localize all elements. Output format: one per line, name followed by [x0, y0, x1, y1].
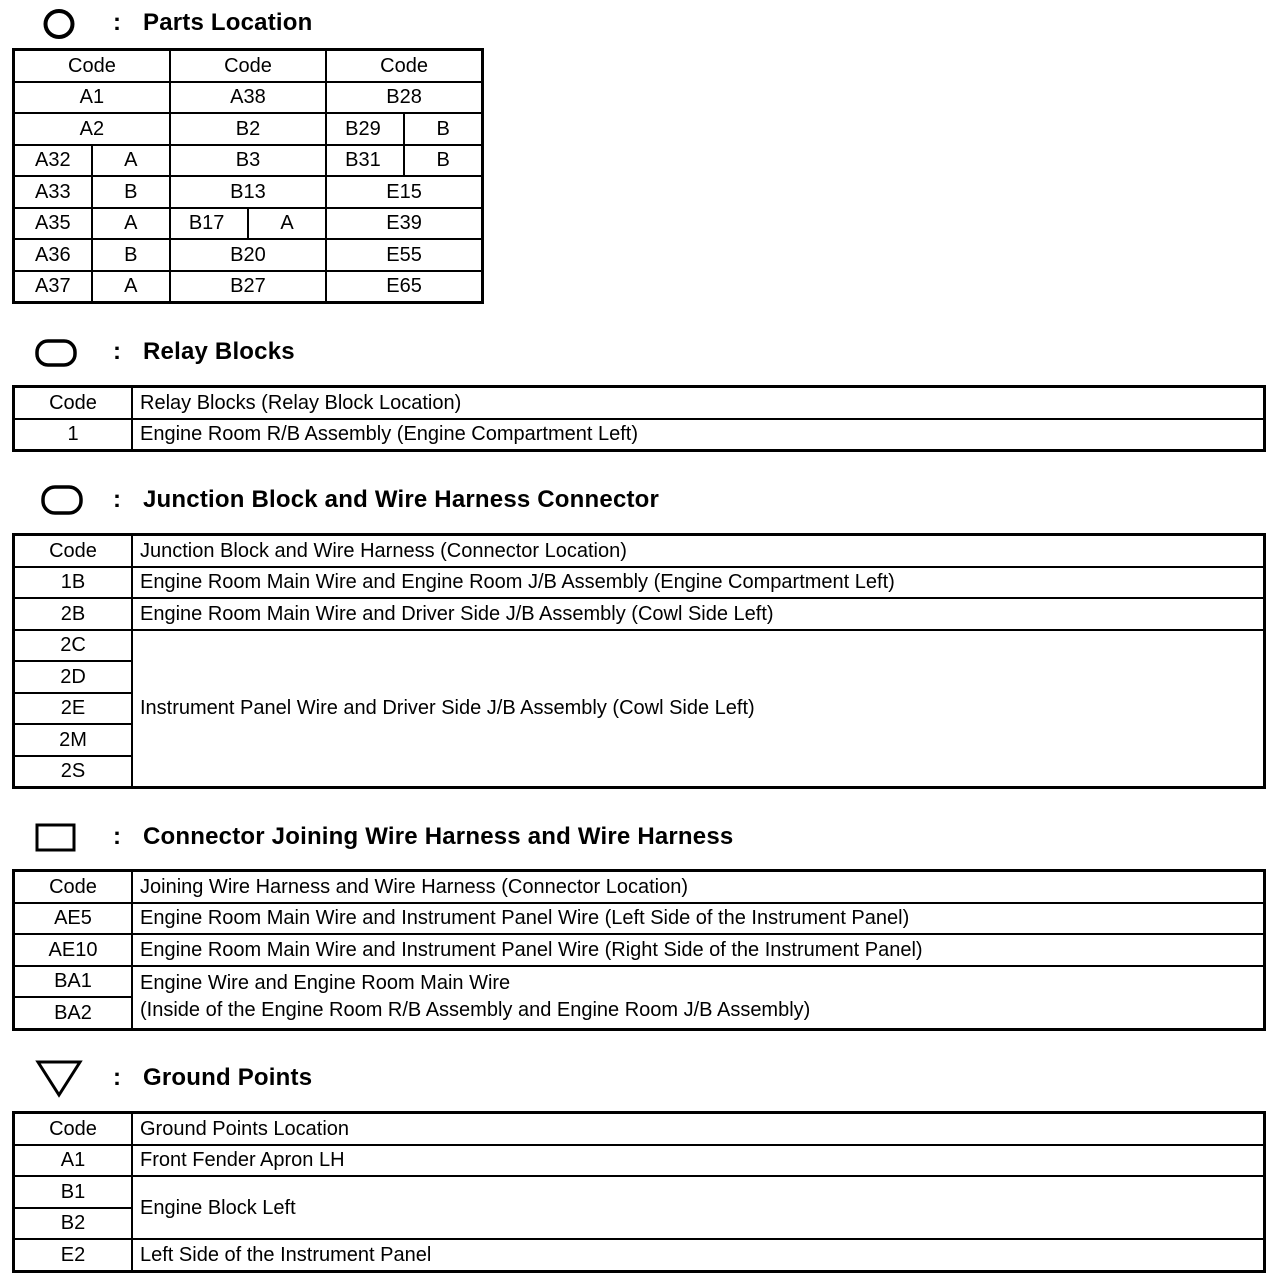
code-cell: B13 [170, 176, 326, 208]
connector-letter-cell: B [92, 176, 170, 208]
code-cell: 1B [14, 567, 133, 599]
code-cell: A36 [14, 239, 92, 271]
code-cell: E55 [326, 239, 482, 271]
code-header-cell: Code [14, 871, 133, 903]
code-cell: A33 [14, 176, 92, 208]
table-row [14, 113, 483, 145]
table-header-row [14, 1113, 1265, 1145]
code-cell: 2C [14, 630, 133, 662]
code-cell: E65 [326, 271, 482, 303]
table-header-row [14, 535, 1265, 567]
code-cell: 1 [14, 419, 133, 451]
rounded-box-symbol-icon [40, 484, 86, 518]
location-line: Engine Wire and Engine Room Main Wire [140, 972, 511, 994]
code-cell: B2 [170, 113, 326, 145]
parts-location-title: Parts Location [143, 9, 313, 36]
code-cell: A38 [170, 82, 326, 114]
table-row [14, 208, 483, 240]
code-cell: B1 [14, 1176, 133, 1208]
code-cell: A37 [14, 271, 92, 303]
connector-letter-cell: A [92, 271, 170, 303]
code-cell: B3 [170, 145, 326, 177]
circle-symbol-icon [42, 8, 76, 40]
table-row [14, 567, 1265, 599]
header-cell: Code [326, 50, 482, 82]
table-row [14, 630, 1265, 662]
connector-letter-cell: A [92, 208, 170, 240]
code-cell: B20 [170, 239, 326, 271]
table-header-row [14, 50, 483, 82]
code-cell: 2S [14, 756, 133, 788]
location-cell: Front Fender Apron LH [132, 1145, 1265, 1177]
table-row [14, 903, 1265, 935]
location-cell: Left Side of the Instrument Panel [132, 1239, 1265, 1271]
table-row [14, 145, 483, 177]
code-cell: E2 [14, 1239, 133, 1271]
rounded-rectangle-symbol-icon [34, 338, 78, 368]
ground-colon: : [113, 1064, 121, 1091]
table-row [14, 934, 1265, 966]
table-row [14, 419, 1265, 451]
code-header-cell: Code [14, 535, 133, 567]
connector-joining-title: Connector Joining Wire Harness and Wire Harness [143, 823, 734, 850]
junction-block-table [12, 533, 1266, 789]
code-cell: E15 [326, 176, 482, 208]
header-cell: Code [14, 50, 170, 82]
junction-block-title: Junction Block and Wire Harness Connector [143, 486, 660, 513]
location-header-cell: Junction Block and Wire Harness (Connector Location) [132, 535, 1265, 567]
location-header-cell: Joining Wire Harness and Wire Harness (Connector Location) [132, 871, 1265, 903]
table-row [14, 176, 483, 208]
table-header-row [14, 387, 1265, 419]
code-cell: AE5 [14, 903, 133, 935]
junction-colon: : [113, 486, 121, 513]
relay-blocks-table [12, 385, 1266, 452]
location-cell: Engine Room Main Wire and Engine Room J/B Assembly (Engine Compartment Left) [132, 567, 1265, 599]
code-cell: A1 [14, 1145, 133, 1177]
table-row [14, 1176, 1265, 1208]
square-symbol-icon [34, 822, 78, 854]
code-cell: A2 [14, 113, 170, 145]
code-cell: 2M [14, 724, 133, 756]
table-row [14, 239, 483, 271]
code-cell: 2E [14, 693, 133, 725]
table-row [14, 1239, 1265, 1271]
code-cell: B17 [170, 208, 248, 240]
connector-letter-cell: B [404, 145, 482, 177]
code-cell: E39 [326, 208, 482, 240]
code-cell: B29 [326, 113, 404, 145]
location-cell: Engine Block Left [132, 1176, 1265, 1239]
connector-joining-table [12, 869, 1266, 1031]
ground-points-heading [0, 1058, 1280, 1098]
location-cell: Engine Room Main Wire and Driver Side J/B Assembly (Cowl Side Left) [132, 598, 1265, 630]
code-cell: A35 [14, 208, 92, 240]
connector-letter-cell: B [404, 113, 482, 145]
code-cell: A32 [14, 145, 92, 177]
code-cell: B31 [326, 145, 404, 177]
code-header-cell: Code [14, 1113, 133, 1145]
code-cell: B2 [14, 1208, 133, 1240]
connector-letter-cell: A [248, 208, 326, 240]
location-cell: Engine Room Main Wire and Instrument Panel Wire (Right Side of the Instrument Panel) [132, 934, 1265, 966]
code-cell: B28 [326, 82, 482, 114]
connector-letter-cell: A [92, 145, 170, 177]
location-cell [132, 966, 1265, 1030]
parts-colon: : [113, 9, 121, 36]
joining-colon: : [113, 823, 121, 850]
triangle-symbol-icon [34, 1058, 84, 1100]
code-cell: 2B [14, 598, 133, 630]
location-cell: Instrument Panel Wire and Driver Side J/B Assembly (Cowl Side Left) [132, 630, 1265, 788]
location-line: (Inside of the Engine Room R/B Assembly and Engine Room J/B Assembly) [140, 999, 811, 1021]
code-header-cell: Code [14, 387, 133, 419]
code-cell: BA1 [14, 966, 133, 998]
relay-blocks-title: Relay Blocks [143, 338, 295, 365]
table-row [14, 82, 483, 114]
code-cell: BA2 [14, 997, 133, 1029]
location-cell: Engine Room Main Wire and Instrument Panel Wire (Left Side of the Instrument Panel) [132, 903, 1265, 935]
code-cell: AE10 [14, 934, 133, 966]
connector-joining-heading [0, 817, 1280, 857]
table-row [14, 598, 1265, 630]
table-row [14, 1145, 1265, 1177]
relay-colon: : [113, 338, 121, 365]
code-cell: B27 [170, 271, 326, 303]
parts-location-heading [0, 3, 1280, 43]
ground-points-table [12, 1111, 1266, 1273]
header-cell: Code [170, 50, 326, 82]
code-cell: 2D [14, 661, 133, 693]
location-cell: Engine Room R/B Assembly (Engine Compartment Left) [132, 419, 1265, 451]
table-header-row [14, 871, 1265, 903]
code-cell: A1 [14, 82, 170, 114]
table-row [14, 966, 1265, 998]
table-row [14, 271, 483, 303]
junction-block-heading [0, 480, 1280, 520]
connector-letter-cell: B [92, 239, 170, 271]
location-header-cell: Relay Blocks (Relay Block Location) [132, 387, 1265, 419]
parts-location-table [12, 48, 484, 304]
relay-blocks-heading [0, 332, 1280, 372]
ground-points-title: Ground Points [143, 1064, 313, 1091]
location-header-cell: Ground Points Location [132, 1113, 1265, 1145]
